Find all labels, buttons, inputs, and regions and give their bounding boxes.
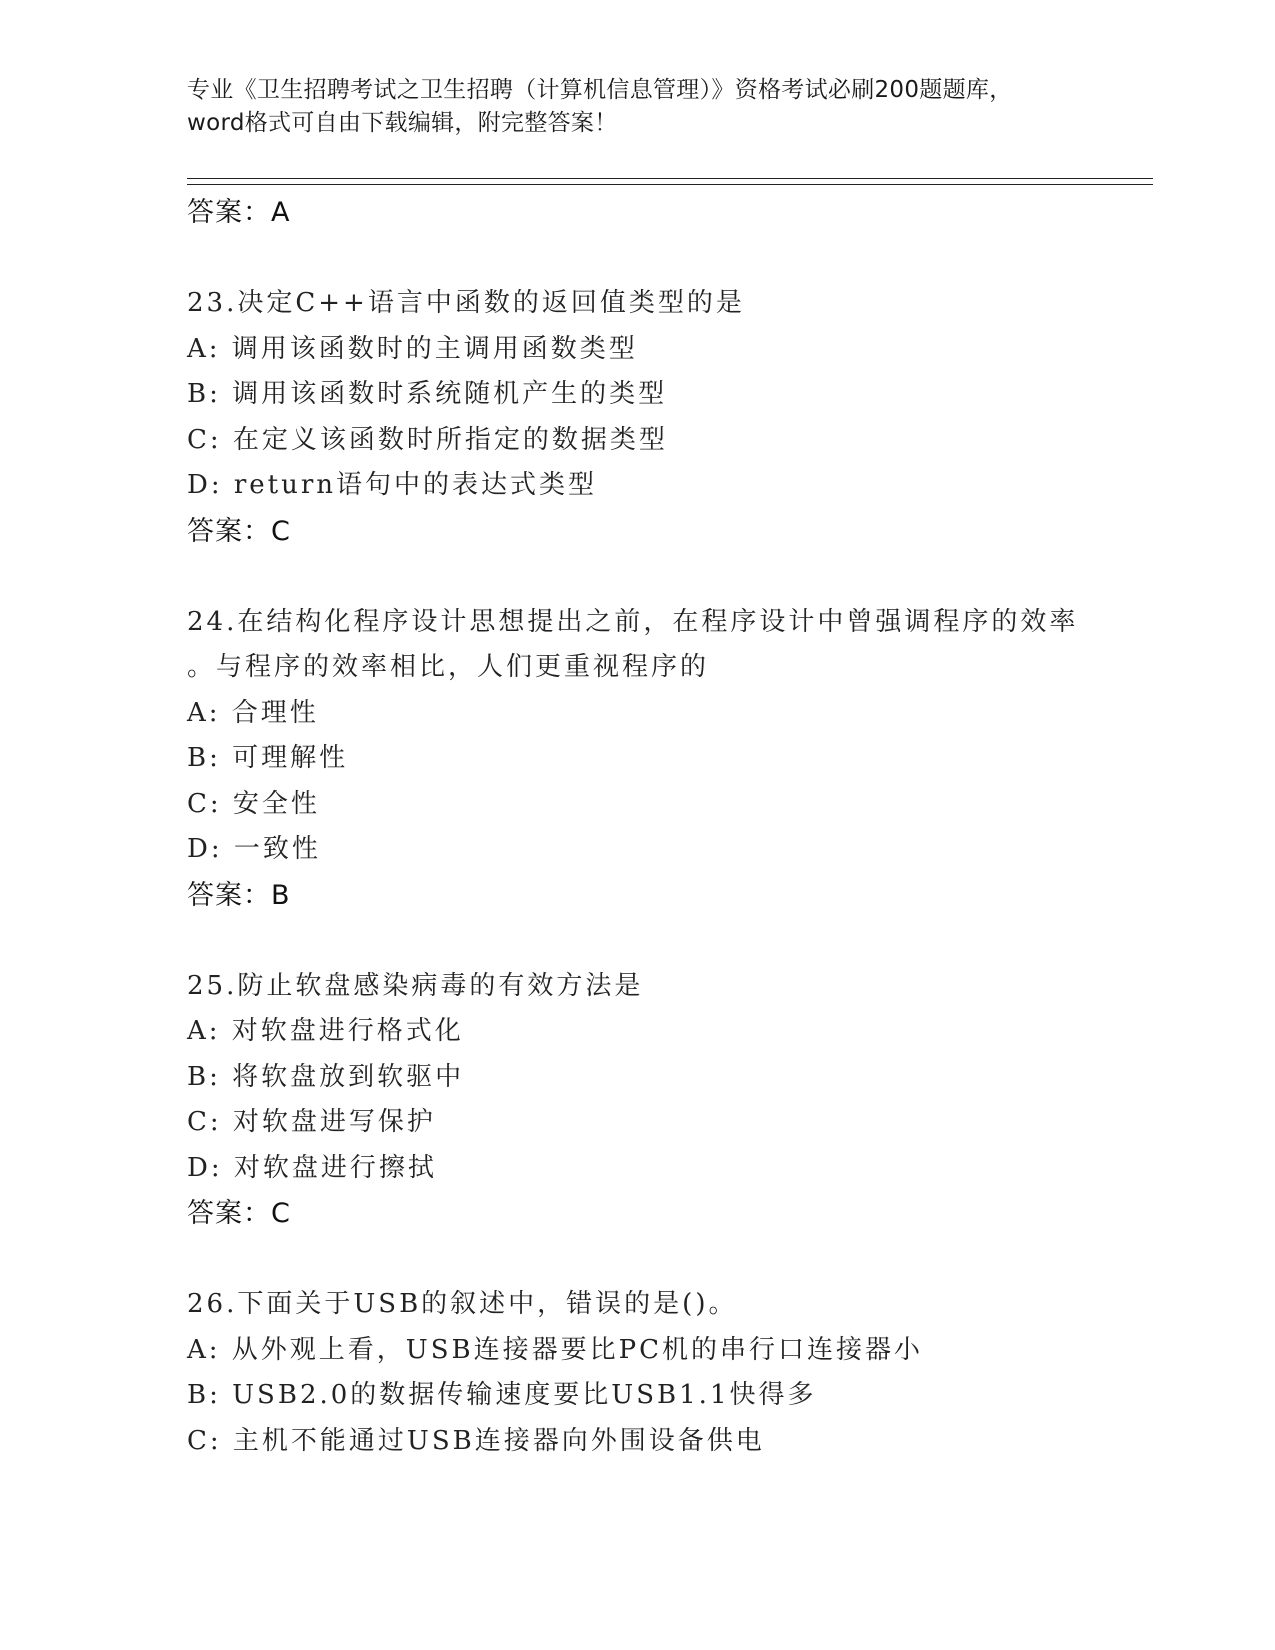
question-spacer [187, 1237, 1137, 1283]
header-divider-top [187, 178, 1153, 179]
answer-option: D: 一致性 [187, 834, 321, 864]
question-block [187, 281, 1137, 554]
answer-option: D: return语句中的表达式类型 [187, 470, 598, 500]
question-spacer [187, 918, 1137, 964]
document-header [187, 74, 1087, 140]
question-block [187, 600, 1137, 919]
question-block [187, 1282, 1137, 1464]
answer-line [187, 1191, 1137, 1237]
question-stem: 。与程序的效率相比，人们更重视程序的 [187, 652, 710, 682]
answer-option: C: 对软盘进写保护 [187, 1107, 436, 1137]
answer-option: D: 对软盘进行擦拭 [187, 1152, 437, 1183]
header-title-line-1: 专业《卫生招聘考试之卫生招聘（计算机信息管理）》资格考试必刷200题题库， [187, 77, 1013, 103]
answer-label: 答案： [187, 515, 271, 547]
question-stem: 24.在结构化程序设计思想提出之前，在程序设计中曾强调程序的效率 [187, 606, 1079, 637]
header-divider-bottom [187, 184, 1153, 185]
answer-option: A: 对软盘进行格式化 [187, 1016, 464, 1046]
question-block [187, 964, 1137, 1237]
question-stem: 26.下面关于USB的叙述中，错误的是()。 [187, 1289, 738, 1319]
header-title-line-2: word格式可自由下载编辑，附完整答案！ [187, 110, 618, 136]
answer-option: B: 调用该函数时系统随机产生的类型 [187, 379, 668, 409]
answer-option: A: 合理性 [187, 697, 319, 728]
answer-value: C [271, 1198, 291, 1229]
question-list [187, 190, 1137, 1464]
question-stem: 25.防止软盘感染病毒的有效方法是 [187, 970, 644, 1001]
answer-option: B: 可理解性 [187, 743, 349, 773]
answer-label: 答案： [187, 1198, 271, 1229]
answer-option: B: USB2.0的数据传输速度要比USB1.1快得多 [187, 1380, 817, 1410]
answer-label: 答案： [187, 197, 271, 228]
question-spacer [187, 236, 1137, 282]
answer-option: C: 主机不能通过USB连接器向外围设备供电 [187, 1425, 765, 1456]
answer-value: C [271, 515, 291, 547]
answer-label: 答案： [187, 879, 271, 911]
answer-line [187, 873, 1137, 919]
answer-option: C: 在定义该函数时所指定的数据类型 [187, 424, 668, 455]
answer-option: B: 将软盘放到软驱中 [187, 1061, 465, 1092]
question-stem: 23.决定C++语言中函数的返回值类型的是 [187, 288, 745, 318]
answer-option: C: 安全性 [187, 788, 320, 819]
answer-line [187, 509, 1137, 555]
answer-value: B [271, 879, 291, 911]
answer-option: A: 从外观上看，USB连接器要比PC机的串行口连接器小 [187, 1334, 924, 1365]
answer-line [187, 190, 1137, 236]
question-spacer [187, 554, 1137, 600]
answer-option: A: 调用该函数时的主调用函数类型 [187, 333, 638, 364]
answer-value: A [271, 197, 291, 228]
